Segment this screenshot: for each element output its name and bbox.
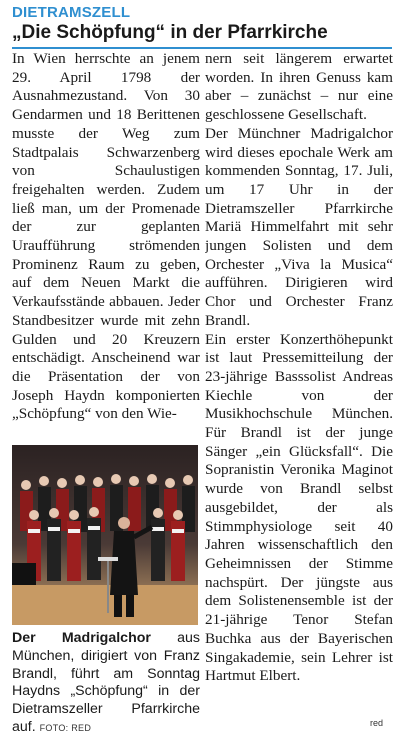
choir-photo [12, 445, 198, 625]
author-tag: red [370, 718, 384, 728]
article-column-right [205, 50, 393, 735]
caption-lead: Der Madrigalchor [12, 630, 151, 646]
article-paragraph: Ein erster Konzerthöhepunkt ist laut Pressemitteilung der 23-jährige Basssolist Andreas Kiechle von der Musikhochschule München. Für Brandl ist der junge Sänger „ein Glücksfall“. Die Sopranistin Veronika Maginot wurde von Brandl selbst ausgebildet, der als Stimmphysiologe seit 40 Jahren wissenschaftlich den Geheimnissen der Stimme nachspürt. Der jüngste aus dem Solistenensemble ist der 21-jährige Tenor Stefan Buchka aus der Bayerischen Singakademie, sein Lehrer ist Hartmut Elbert. [205, 330, 393, 685]
article-paragraph: nern seit längerem erwartet worden. In ihren Genuss kam aber – zunächst – nur eine geschlossene Gesellschaft. [205, 50, 393, 124]
headline: „Die Schöpfung“ in der Pfarrkirche [12, 22, 328, 43]
photo-caption [12, 630, 200, 738]
headline-rule [12, 47, 392, 49]
kicker: DIETRAMSZELL [12, 4, 131, 21]
caption-text: aus München, dirigiert von Franz Brandl, führt am Sonntag Haydns „Schöpfung“ in der Dietramszeller Pfarrkirche auf. [12, 630, 200, 735]
article-paragraph: Der Münchner Madrigalchor wird dieses epochale Werk am kommenden Sonntag, 17. Juli, um 17 Uhr in der Dietramszeller Pfarrkirche Mariä Himmelfahrt mit sehr jungen Solisten und dem Orchester „Viva la Musica“ aufführen. Dirigieren wird Chor und Orchester Franz Brandl. [205, 124, 393, 329]
article-column-left: In Wien herrschte an jenem 29. April 1798 der Ausnahmezustand. Von 30 Gendarmen und 18 Berittenen musste der Weg zum Stadtpalais Schwarzenberg von Schaulustigen freigehalten werden. Zudem ließ man, um der Promenade der zur geplanten Uraufführung strömenden Prominenz Raum zu geben, auf dem Neuen Markt die Verkaufsstände abbauen. Jeder Standbesitzer wurde mit zehn Gulden und 20 Kreuzern entschädigt. Anscheinend war die Präsentation der von Joseph Haydn komponierten „Schöpfung“ von den Wie- [12, 50, 200, 423]
photo-credit: FOTO: RED [39, 722, 92, 733]
